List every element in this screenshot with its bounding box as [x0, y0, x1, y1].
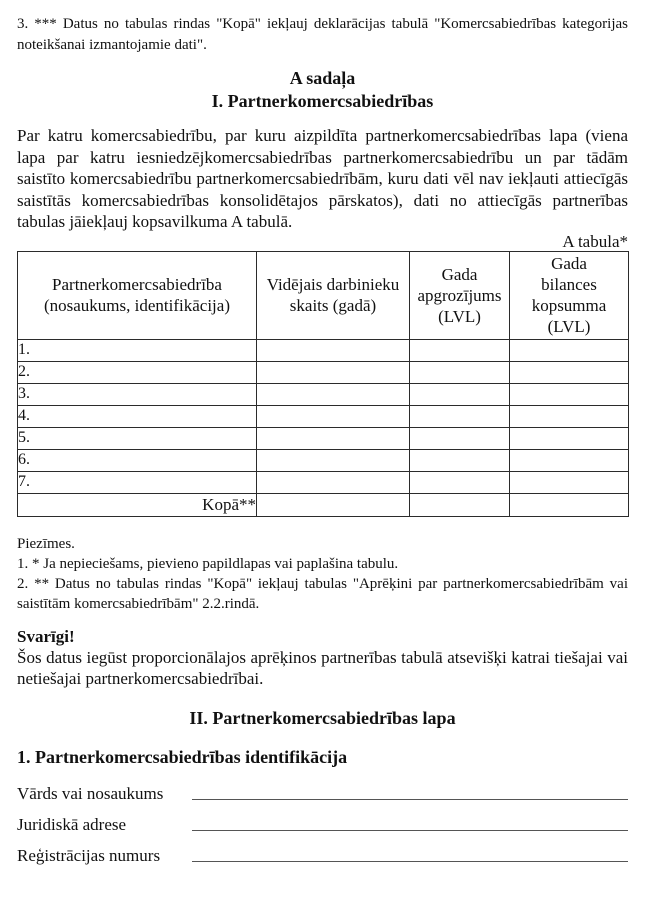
total-label: Kopā**	[18, 493, 257, 516]
table-row	[18, 405, 629, 427]
table-row	[18, 449, 629, 471]
footnote-3: 3. *** Datus no tabulas rindas "Kopā" iekļauj deklarācijas tabulā "Komercsabiedrības kategorijas noteikšanai izmantojamie dati".	[17, 16, 628, 53]
empty-cell	[510, 383, 629, 405]
table-a	[17, 251, 629, 517]
table-row	[18, 427, 629, 449]
row-number: 4.	[18, 405, 257, 427]
empty-cell	[510, 449, 629, 471]
empty-cell	[510, 405, 629, 427]
row-number: 1.	[18, 339, 257, 361]
field-registration-number-label: Reģistrācijas numurs	[17, 845, 161, 865]
intro-paragraph: Par katru komercsabiedrību, par kuru aizpildīta partnerkomercsabiedrības lapa (viena lapa par katru iesniedzējkomercsabiedrības partnerkomercsabiedrību un par tādām saistīto komercsabiedrību partnerkomercsabiedrībām, kuru dati vēl nav iekļauti attiecīgās saistītās komercsabiedrības konsolidētajos pārskatos), dati no attiecīgās partnerības tabulas jāiekļauj kopsavilkuma A tabulā.	[17, 126, 628, 231]
empty-cell	[510, 471, 629, 493]
empty-cell	[410, 449, 510, 471]
field-legal-address-label: Juridiskā adrese	[17, 814, 127, 834]
table-row	[18, 361, 629, 383]
field-name-fill-line	[192, 799, 628, 800]
table-a-header-employees: Vidējais darbinieku skaits (gadā)	[257, 251, 410, 339]
field-legal-address	[17, 804, 628, 835]
important-text: Šos datus iegūst proporcionālajos aprēķinos partnerības tabulā atsevišķi katrai tiešajai vai netiešajai partnerkomercsabiedrībai.	[17, 647, 628, 688]
empty-cell	[410, 471, 510, 493]
section-2-title: II. Partnerkomercsabiedrības lapa	[189, 707, 456, 728]
field-registration-number-fill-line	[192, 861, 628, 862]
row-number: 6.	[18, 449, 257, 471]
table-total-row	[18, 493, 629, 516]
empty-cell	[257, 493, 410, 516]
table-a-header-balance: Gada bilances kopsumma (LVL)	[510, 251, 629, 339]
empty-cell	[410, 339, 510, 361]
table-a-header-partner: Partnerkomercsabiedrība (nosaukums, identifikācija)	[18, 251, 257, 339]
table-row	[18, 339, 629, 361]
table-a-header-row	[18, 251, 629, 339]
empty-cell	[410, 427, 510, 449]
row-number: 3.	[18, 383, 257, 405]
table-row	[18, 383, 629, 405]
note-item-2: 2. ** Datus no tabulas rindas "Kopā" iekļauj tabulas "Aprēķini par partnerkomercsabiedrībām vai saistītām komercsabiedrībām" 2.2.rindā.	[17, 575, 628, 612]
important-title: Svarīgi!	[17, 626, 75, 646]
empty-cell	[410, 361, 510, 383]
row-number: 5.	[18, 427, 257, 449]
notes-title: Piezīmes.	[17, 535, 75, 552]
empty-cell	[257, 339, 410, 361]
identification-form	[17, 773, 628, 866]
field-registration-number	[17, 835, 628, 866]
table-row	[18, 471, 629, 493]
empty-cell	[510, 361, 629, 383]
empty-cell	[257, 471, 410, 493]
row-number: 7.	[18, 471, 257, 493]
empty-cell	[410, 493, 510, 516]
field-legal-address-fill-line	[192, 830, 628, 831]
empty-cell	[257, 427, 410, 449]
row-number: 2.	[18, 361, 257, 383]
empty-cell	[410, 405, 510, 427]
empty-cell	[410, 383, 510, 405]
empty-cell	[257, 361, 410, 383]
notes-block	[17, 534, 628, 614]
table-a-header-turnover: Gada apgrozījums (LVL)	[410, 251, 510, 339]
empty-cell	[257, 405, 410, 427]
empty-cell	[257, 383, 410, 405]
section-a-title: A sadaļa	[289, 68, 356, 88]
section-a-headings	[17, 67, 628, 113]
empty-cell	[510, 339, 629, 361]
section-1-title: I. Partnerkomercsabiedrības	[211, 91, 434, 111]
empty-cell	[257, 449, 410, 471]
field-name	[17, 773, 628, 804]
empty-cell	[510, 427, 629, 449]
field-name-label: Vārds vai nosaukums	[17, 783, 164, 803]
identification-heading: 1. Partnerkomercsabiedrības identifikācija	[17, 746, 348, 767]
table-a-label: A tabula*	[562, 231, 628, 251]
empty-cell	[510, 493, 629, 516]
note-item-1: 1. * Ja nepieciešams, pievieno papildlapas vai paplašina tabulu.	[17, 555, 399, 572]
